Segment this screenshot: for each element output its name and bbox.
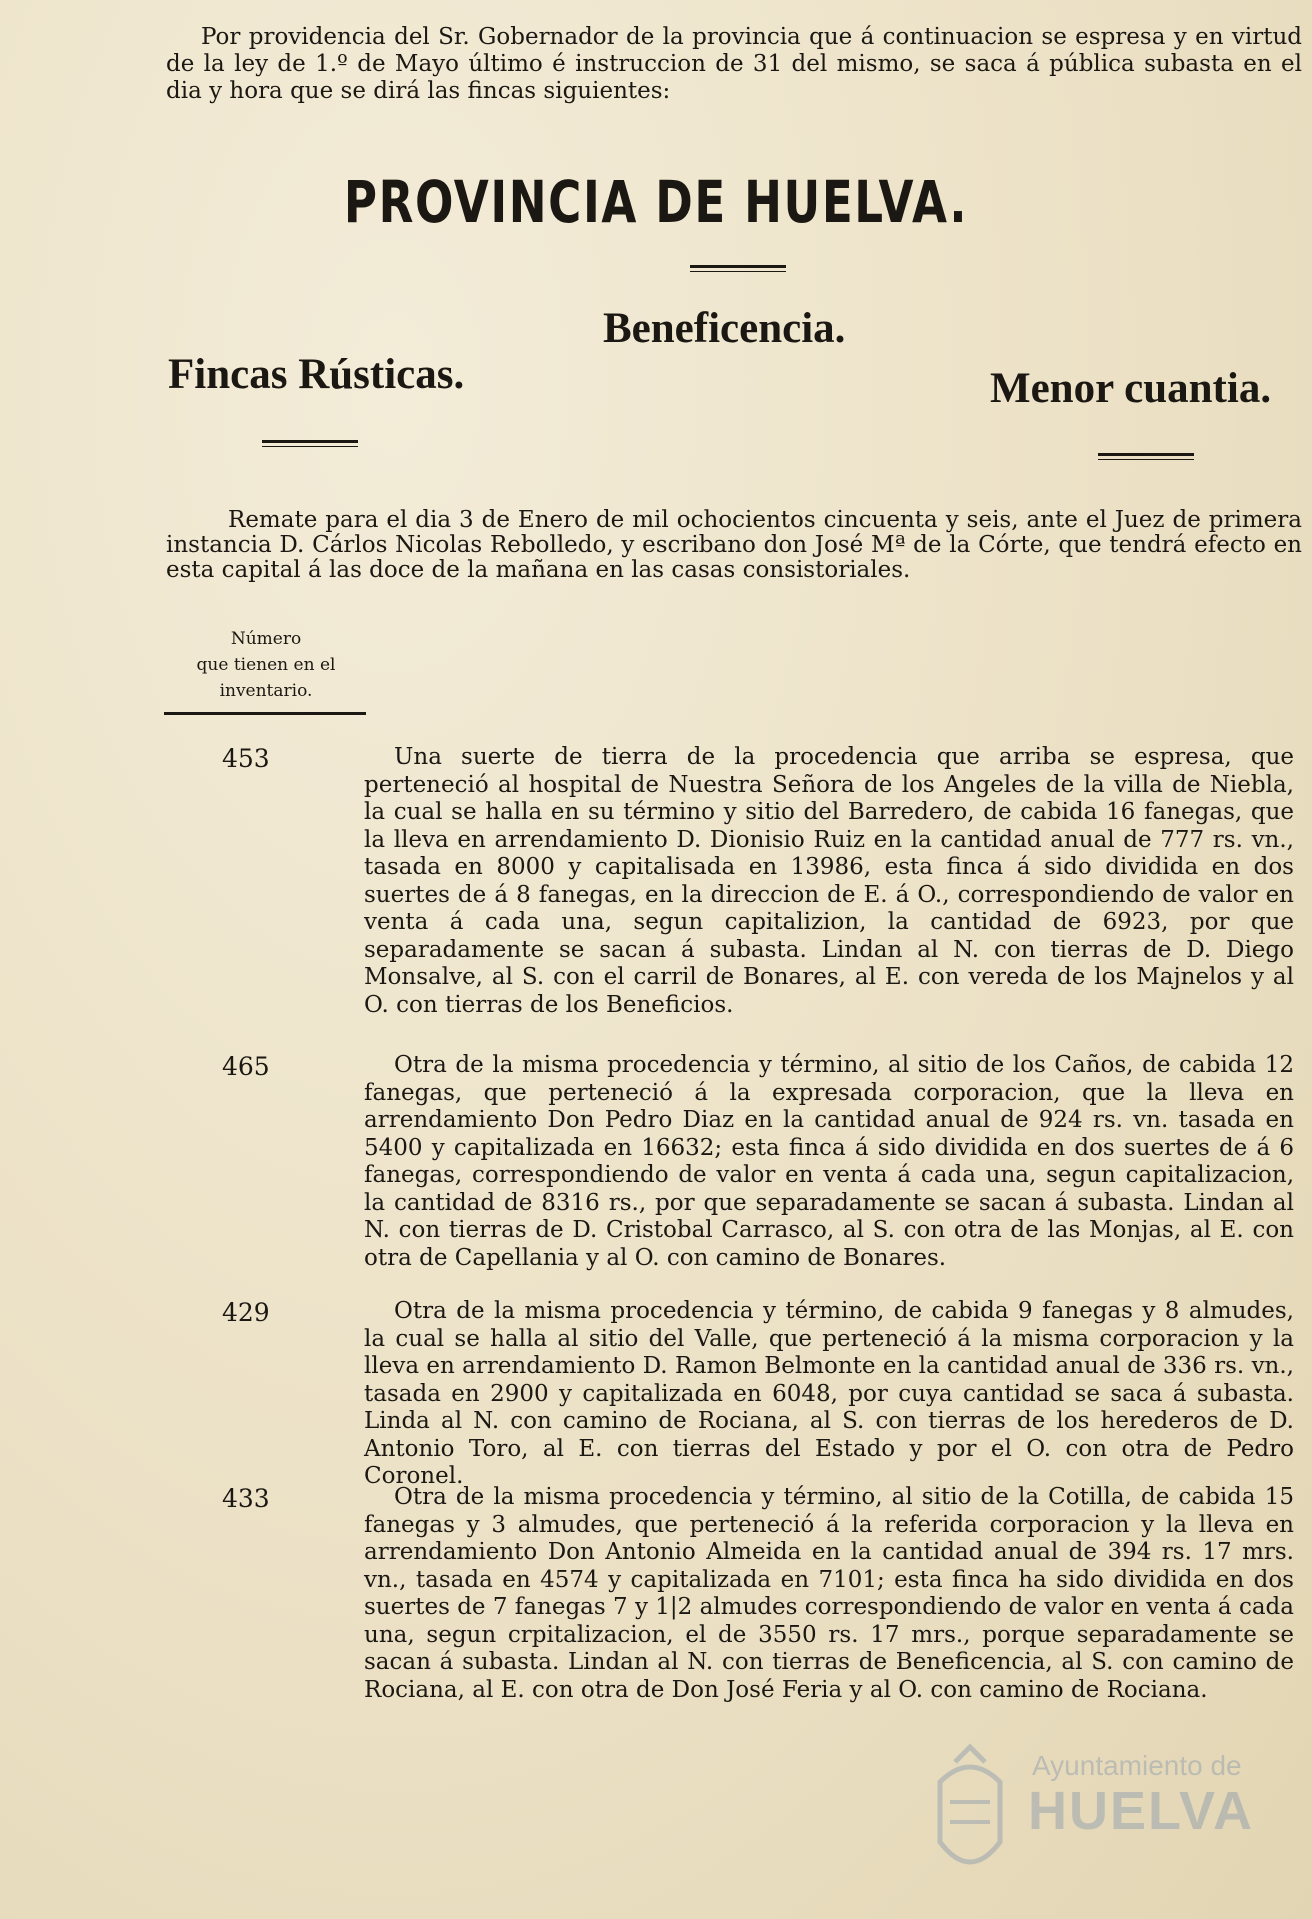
watermark-line2: HUELVA (1028, 1781, 1254, 1841)
province-title: PROVINCIA DE HUELVA. (343, 168, 969, 236)
heading-fincas-rusticas: Fincas Rústicas. (168, 351, 465, 398)
property-description: Otra de la misma procedencia y término, de cabida 9 fanegas y 8 almudes, la cual se halla al sitio del Valle, que perteneció á la misma corporacion y la lleva en arrendamiento D. Ramon Belmonte en la cantidad anual de 336 rs. vn., tasada en 2900 y capitalizada en 6048, por cuya cantidad se saca á subasta. Linda al N. con camino de Rociana, al S. con tierras de los herederos de D. Antonio Toro, al E. con tierras del Estado y por el O. con otra de Pedro Coronel. (364, 1298, 1294, 1489)
inventory-number: 433 (222, 1484, 270, 1513)
inventory-number: 429 (222, 1298, 270, 1327)
property-description: Una suerte de tierra de la procedencia que arriba se espresa, que perteneció al hospital de Nuestra Señora de los Angeles de la villa de Niebla, la cual se halla en su término y sitio del Barredero, de cabida 16 fanegas, que la lleva en arrendamiento D. Dionisio Ruiz en la cantidad anual de 777 rs. vn., tasada en 8000 y capitalisada en 13986, esta finca á sido dividida en dos suertes de á 8 fanegas, en la direccion de E. á O., correspondiendo de valor en venta á cada una, segun capitalizion, la cantidad de 6923, por que separadamente se sacan á subasta. Lindan al N. con tierras de D. Diego Monsalve, al S. con el carril de Bonares, al E. con vereda de los Majnelos y al O. con tierras de los Beneficios. (364, 744, 1294, 1018)
column-header-line: Número (230, 629, 302, 649)
inventory-number: 453 (222, 744, 270, 773)
watermark-line1: Ayuntamiento de (1032, 1750, 1242, 1781)
right-divider (1098, 453, 1194, 460)
left-divider (262, 440, 358, 447)
auction-notice: Remate para el dia 3 de Enero de mil ochocientos cincuenta y seis, ante el Juez de primera instancia D. Cárlos Nicolas Rebolledo, y escribano don José Mª de la Córte, que tendrá efecto en esta capital á las doce de la mañana en las casas consistoriales. (166, 507, 1302, 583)
heading-beneficencia: Beneficencia. (603, 305, 846, 352)
title-divider (690, 265, 786, 272)
property-description: Otra de la misma procedencia y término, al sitio de la Cotilla, de cabida 15 fanegas y 3 almudes, que perteneció á la referida corporacion y la lleva en arrendamiento Don Antonio Almeida en la cantidad anual de 394 rs. 17 mrs. vn., tasada en 4574 y capitalizada en 7101; esta finca ha sido dividida en dos suertes de 7 fanegas 7 y 1|2 almudes correspondiendo de valor en venta á cada una, segun crpitalizacion, el de 3550 rs. 17 mrs., porque separadamente se sacan á subasta. Lindan al N. con tierras de Beneficencia, al S. con camino de Rociana, al E. con otra de Don José Feria y al O. con camino de Rociana. (364, 1484, 1294, 1703)
heading-menor-cuantia: Menor cuantia. (990, 365, 1272, 412)
coat-of-arms-icon (920, 1742, 1020, 1892)
property-description: Otra de la misma procedencia y término, al sitio de los Caños, de cabida 12 fanegas, que perteneció á la expresada corporacion, que la lleva en arrendamiento Don Pedro Diaz en la cantidad anual de 924 rs. vn. tasada en 5400 y capitalizada en 16632; esta finca á sido dividida en dos suertes de á 6 fanegas, correspondiendo de valor en venta á cada una, segun capitalizacion, la cantidad de 8316 rs., por que separadamente se sacan á subasta. Lindan al N. con tierras de D. Cristobal Carrasco, al S. con otra de las Monjas, al E. con otra de Capellania y al O. con camino de Bonares. (364, 1052, 1294, 1271)
archive-watermark-logo (920, 1742, 1254, 1902)
column-header-rule (164, 712, 366, 715)
column-header-line: que tienen en el (196, 655, 336, 675)
inventory-column-header (168, 626, 364, 704)
intro-paragraph: Por providencia del Sr. Gobernador de la provincia que á continuacion se espresa y en virtud de la ley de 1.º de Mayo último é instruccion de 31 del mismo, se saca á pública subasta en el dia y hora que se dirá las fincas siguientes: (166, 24, 1302, 104)
column-header-line: inventario. (219, 681, 313, 701)
inventory-number: 465 (222, 1052, 270, 1081)
